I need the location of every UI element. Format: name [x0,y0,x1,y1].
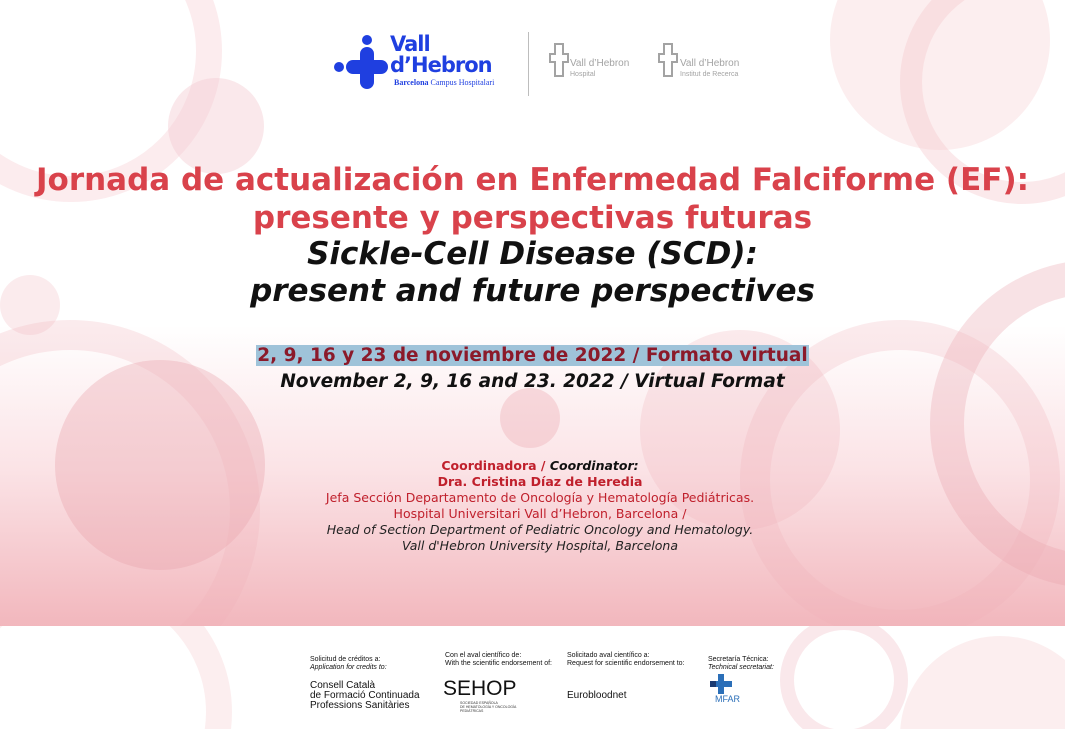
hospital-cross-icon [332,34,388,90]
sehop-logo[interactable]: SEHOP [443,677,517,700]
mfar-logo[interactable]: MFAR [715,694,741,704]
bubble-decoration [500,388,560,448]
institut-logo-name: Vall d’Hebron [680,58,740,69]
coordinator-role-en-1: Head of Section Department of Pediatric Oncology and Hematology. [326,522,754,537]
date-spanish: 2, 9, 16 y 23 de noviembre de 2022 / Formato virtual [257,345,808,366]
sehop-logo-sub1: SOCIEDAD ESPAÑOLA [460,701,498,705]
secretariat-label-es: Secretaría Técnica: [708,656,769,663]
title-spanish-line1: Jornada de actualización en Enfermedad Falciforme (EF): [35,162,1030,198]
credits-line3: Professions Sanitàries [310,700,410,711]
logo-subtitle-rest: Campus Hospitalari [430,78,495,87]
credits-line2: de Formació Continuada [310,690,420,701]
logo-text-line1: Vall [390,32,430,56]
bubble-decoration [168,78,264,174]
credits-label-en: Application for credits to: [310,664,387,671]
vall-hebron-logo[interactable] [332,34,517,94]
credits-label-es: Solicitud de créditos a: [310,656,381,663]
credits-line1: Consell Català [310,680,376,691]
requested-label-es: Solicitado aval científico a: [567,652,650,659]
logo-text-line2: d’Hebron [390,53,492,77]
date-spanish-row [0,345,1065,366]
coordinator-name: Dra. Cristina Díaz de Heredia [437,474,643,489]
sehop-logo-sub3: PEDIÁTRICAS [460,709,484,713]
coordinator-label-es: Coordinadora / [441,458,550,473]
bubble-decoration [0,626,232,729]
hospital-cross-outline-icon [548,42,570,78]
bubble-decoration [900,636,1065,729]
date-english: November 2, 9, 16 and 23. 2022 / Virtual Format [280,371,785,392]
coordinator-role-es-2: Hospital Universitari Vall d’Hebron, Barcelona / [393,506,687,521]
secretariat-label-en: Technical secretariat: [708,664,774,671]
requested-label-en: Request for scientific endorsement to: [567,660,685,667]
logo-divider [528,32,529,96]
footer [0,626,1065,729]
coordinator-role-es-1: Jefa Sección Departamento de Oncología y Hematología Pediátricas. [325,490,755,505]
title-english-line2: present and future perspectives [250,273,815,309]
coordinator-label [0,458,1065,473]
bubble-decoration [780,626,908,729]
vall-hebron-institut-logo[interactable] [657,42,767,82]
hospital-logo-sub: Hospital [570,71,596,78]
sehop-logo-sub2: DE HEMATOLOGÍA Y ONCOLOGÍA [460,705,517,709]
endorsement-label-en: With the scientific endorsement of: [445,660,552,667]
hospital-cross-outline-icon [657,42,679,78]
coordinator-role-en-2: Vall d'Hebron University Hospital, Barcelona [401,538,679,553]
mfar-cross-icon [710,674,732,694]
hospital-logo-name: Vall d’Hebron [570,58,630,69]
logo-subtitle [394,78,494,87]
eurobloodnet-name[interactable]: Eurobloodnet [567,690,627,701]
institut-logo-sub: Institut de Recerca [680,71,739,78]
logo-subtitle-bold: Barcelona [394,78,429,87]
coordinator-label-en: Coordinator: [549,458,639,473]
endorsement-label-es: Con el aval científico de: [445,652,522,659]
vall-hebron-hospital-logo[interactable] [548,42,648,82]
title-spanish-line2: presente y perspectivas futuras [252,200,813,236]
title-english-line1: Sickle-Cell Disease (SCD): [307,236,758,272]
